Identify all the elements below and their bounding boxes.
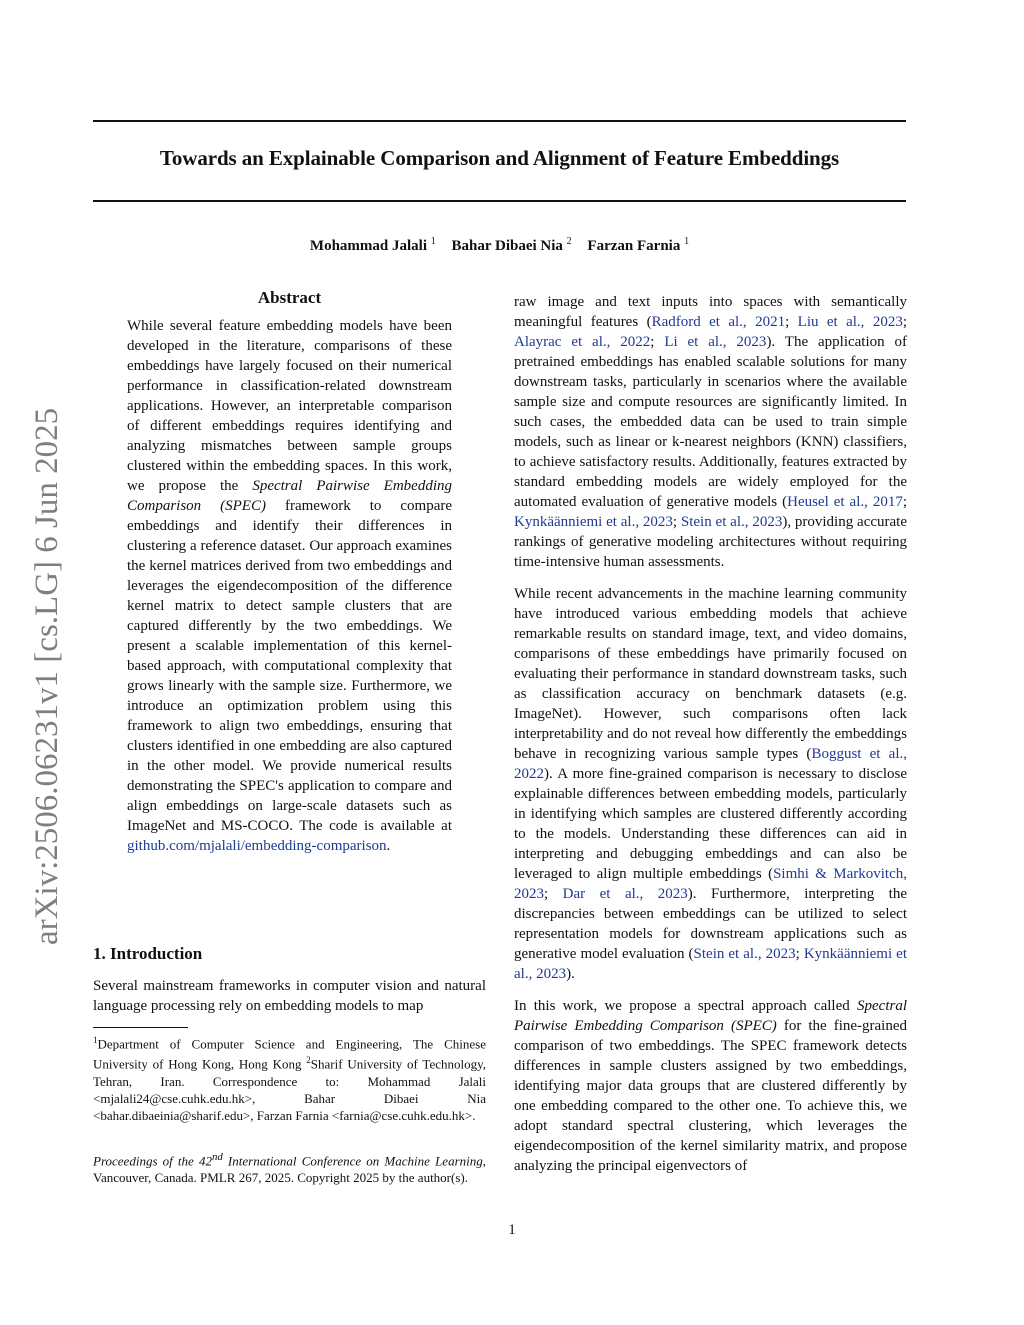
citation-link[interactable]: Stein et al., 2023 bbox=[680, 514, 783, 530]
arxiv-stamp: arXiv:2506.06231v1 [cs.LG] 6 Jun 2025 bbox=[29, 407, 65, 945]
section-heading-introduction: 1. Introduction bbox=[93, 944, 203, 963]
body-paragraph: In this work, we propose a spectral approach called Spectral Pairwise Embedding Comparison (SPEC) for the fine-grained comparison of two embeddings. The SPEC framework detects differences in sample clusters assigned by two embeddings, identifying major data groups that are clustered differently by one embedding compared to the other one. To achieve this, we adopt standard spectral clustering, which leverages the eigendecomposition of the kernel similarity matrix, and propose analyzing the principal eigenvectors of bbox=[514, 998, 908, 1174]
right-column bbox=[514, 292, 907, 1188]
citation-link[interactable]: Alayrac et al., 2022 bbox=[514, 334, 651, 350]
citation-link[interactable]: Radford et al., 2021 bbox=[651, 314, 786, 330]
citation-link[interactable]: Kynkäänniemi et al., 2023 bbox=[514, 946, 907, 982]
author: Farzan Farnia $^1$ bbox=[587, 236, 690, 254]
page-number: 1 bbox=[508, 1222, 516, 1238]
body-paragraph: While recent advancements in the machine learning community have introduced various embedding models that achieve remarkable results on standard image, text, and video domains, comparisons of these embeddings have primarily focused on evaluating their performance in standard downstream tasks, such as classification accuracy on benchmark datasets (e.g. ImageNet). However, such comparisons often lack interpretability and do not reveal how differently the embeddings behave in recognizing various sample types (Boggust et al., 2022). A more fine-grained comparison is necessary to disclose explainable differences between embedding models, particularly in identifying which samples are clustered differently according to the models. Understanding these differences can aid in interpreting and debugging embeddings and can also be leveraged to align multiple embeddings (Simhi & Markovitch, 2023; Dar et al., 2023). Furthermore, interpreting the discrepancies between embeddings can be utilized to select representation models for downstream applications such as generative model evaluation (Stein et al., 2023; Kynkäänniemi et al., 2023). bbox=[514, 586, 907, 982]
title-rule-top bbox=[93, 120, 906, 122]
citation-link[interactable]: Li et al., 2023 bbox=[664, 334, 767, 350]
body-paragraph: raw image and text inputs into spaces with semantically meaningful features (Radford et al., 2021; Liu et al., 2023; Alayrac et al., 2022; Li et al., 2023). The application of pretrained embeddings has enabled scalable solutions for many downstream tasks, particularly in scenarios where the available sample size and compute resources are significantly limited. In such cases, the embedded data can be used to train simple models, such as linear or k-nearest neighbors (KNN) classifiers, to achieve satisfactory results. Additionally, features extracted by standard embedding models are widely employed for the automated evaluation of generative models (Heusel et al., 2017; Kynkäänniemi et al., 2023; Stein et al., 2023), providing accurate rankings of generative modeling architectures without requiring time-intensive human assessments. bbox=[514, 294, 908, 570]
abstract-section bbox=[93, 288, 486, 856]
citation-link[interactable]: Dar et al., 2023 bbox=[562, 886, 688, 902]
code-link[interactable]: github.com/mjalali/embedding-comparison bbox=[127, 838, 387, 854]
proceedings-note: Proceedings of the 42nd International Conference on Machine Learning, Vancouver, Canada. PMLR 267, 2025. Copyright 2025 by the author(s). bbox=[93, 1151, 486, 1186]
citation-link[interactable]: Kynkäänniemi et al., 2023 bbox=[514, 514, 673, 530]
footnote-rule bbox=[93, 1027, 188, 1028]
title-rule-bottom bbox=[93, 200, 906, 202]
citation-link[interactable]: Liu et al., 2023 bbox=[797, 314, 903, 330]
citation-link[interactable]: Heusel et al., 2017 bbox=[787, 494, 903, 510]
author: Bahar Dibaei Nia $^2$ bbox=[451, 236, 572, 254]
paper-title: Towards an Explainable Comparison and Alignment of Feature Embeddings bbox=[159, 146, 840, 170]
affiliation-footnote: $^1$Department of Computer Science and Engineering, The Chinese University of Hong Kong, Hong Kong $^2$Sharif University of Technology, Tehran, Iran. Correspondence to: Mohammad Jalali <mjalali24@cse.cuhk.edu.hk>, Bahar Dibaei Nia <bahar.dibaeinia@sharif.edu>, Farzan Farnia <farnia@cse.cuhk.edu.hk>. bbox=[93, 1035, 486, 1123]
abstract-heading: Abstract bbox=[257, 288, 322, 307]
intro-paragraph: Several mainstream frameworks in computer vision and natural language processing rely on embedding models to map bbox=[93, 978, 486, 1014]
author-list bbox=[93, 236, 906, 255]
abstract-body: While several feature embedding models have been developed in the literature, comparisons of these embeddings have largely focused on their numerical performance in classification-related downstream applications. However, an interpretable comparison of different embeddings requires identifying and analyzing mismatches between sample groups clustered within the embedding spaces. In this work, we propose the Spectral Pairwise Embedding Comparison (SPEC) framework to compare embeddings and identify their differences in clustering a reference dataset. Our approach examines the kernel matrices derived from two embeddings and leverages the eigendecomposition of the difference kernel matrix to detect sample clusters that are captured differently by the two embeddings. We present a scalable implementation of this kernel-based approach, with computational complexity that grows linearly with the sample size. Furthermore, we introduce an optimization problem using this framework to align two embeddings, ensuring that clusters identified in one embedding are also captured in the other model. We provide numerical results demonstrating the SPEC's application to compare and align embeddings on large-scale datasets such as ImageNet and MS-COCO. The code is available at github.com/mjalali/embedding-comparison. bbox=[127, 318, 453, 854]
citation-link[interactable]: Stein et al., 2023 bbox=[693, 946, 796, 962]
author: Mohammad Jalali $^1$ bbox=[309, 236, 436, 254]
citation-link[interactable]: Simhi & Markovitch, 2023 bbox=[514, 866, 907, 902]
citation-link[interactable]: Boggust et al., 2022 bbox=[514, 746, 907, 782]
